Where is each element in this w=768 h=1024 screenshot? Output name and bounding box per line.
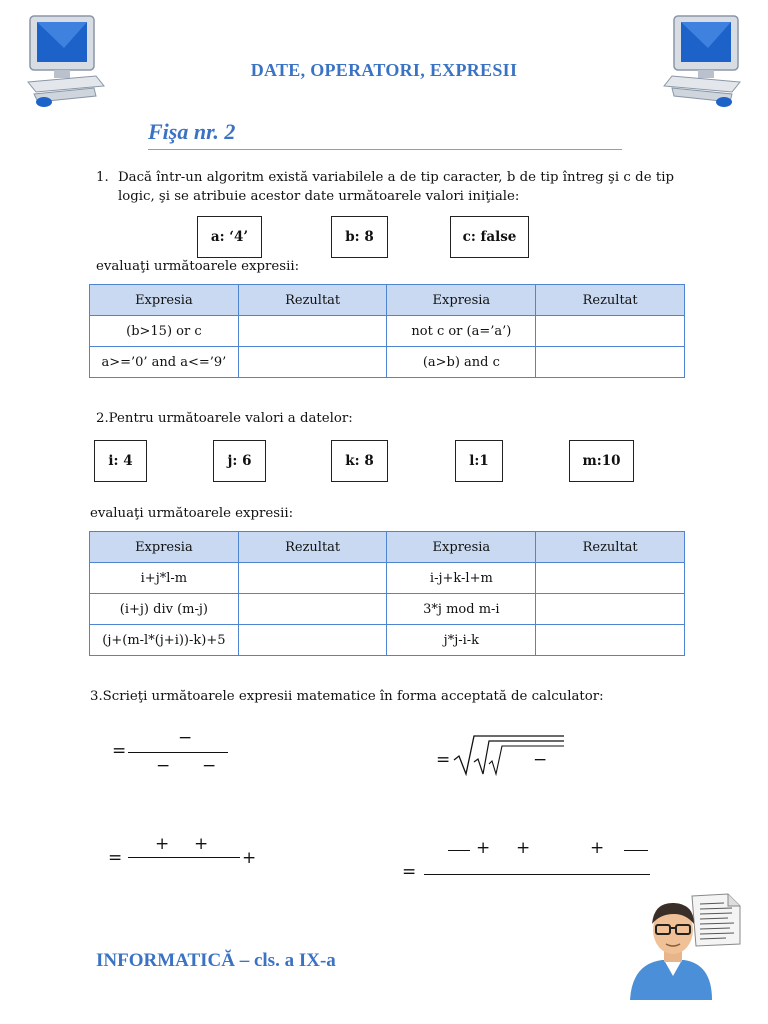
expression-table-2 <box>89 531 685 656</box>
formula-3-fraction-bar <box>128 857 240 858</box>
question-1-number: 1. <box>96 170 109 185</box>
expression-cell: 3*j mod m-i <box>387 594 536 625</box>
table-header-row <box>90 532 685 563</box>
table-header-row <box>90 285 685 316</box>
formula-4-num-plus-2: + <box>516 838 531 858</box>
programmer-illustration <box>620 892 746 1002</box>
result-cell[interactable] <box>536 594 685 625</box>
expression-cell: (a>b) and c <box>387 347 536 378</box>
column-header: Expresia <box>90 285 239 316</box>
result-cell[interactable] <box>536 563 685 594</box>
result-cell[interactable] <box>536 316 685 347</box>
question-2-text: 2.Pentru următoarele valori a datelor: <box>96 411 353 426</box>
value-box-j: j: 6 <box>213 440 266 482</box>
formula-1-den-minus-1: − <box>156 756 171 776</box>
formula-2-equals: = <box>436 750 451 770</box>
document-icon <box>692 894 740 946</box>
question-2-prompt: evaluaţi următoarele expresii: <box>90 506 294 521</box>
value-box-i: i: 4 <box>94 440 147 482</box>
question-3-text: 3.Scrieţi următoarele expresii matematice în forma acceptată de calculator: <box>90 689 604 704</box>
formula-3 <box>108 834 268 874</box>
result-cell[interactable] <box>238 625 387 656</box>
column-header: Rezultat <box>238 532 387 563</box>
formula-1-den-minus-2: − <box>202 756 217 776</box>
table-row <box>90 594 685 625</box>
table-row <box>90 625 685 656</box>
result-cell[interactable] <box>238 594 387 625</box>
formula-4-fraction-bar <box>424 874 650 875</box>
column-header: Rezultat <box>536 285 685 316</box>
formula-3-equals: = <box>108 848 123 868</box>
page-title: DATE, OPERATORI, EXPRESII <box>250 60 518 80</box>
result-cell[interactable] <box>238 316 387 347</box>
column-header: Rezultat <box>238 285 387 316</box>
expression-cell: (b>15) or c <box>90 316 239 347</box>
result-cell[interactable] <box>238 563 387 594</box>
sheet-underline <box>148 149 622 150</box>
formula-2 <box>436 730 576 780</box>
column-header: Expresia <box>387 285 536 316</box>
formula-3-plus: + <box>242 848 257 868</box>
formula-3-num-plus-2: + <box>194 834 209 854</box>
expression-cell: j*j-i-k <box>387 625 536 656</box>
expression-cell: i-j+k-l+m <box>387 563 536 594</box>
formula-4-num-plus-1: + <box>476 838 491 858</box>
formula-4-equals: = <box>402 862 417 882</box>
sheet-label: Fişa nr. 2 <box>148 119 236 144</box>
expression-cell: i+j*l-m <box>90 563 239 594</box>
table-row <box>90 316 685 347</box>
expression-cell: (j+(m-l*(j+i))-k)+5 <box>90 625 239 656</box>
formula-1-equals: = <box>112 741 127 761</box>
footer-subject: INFORMATICĂ – cls. a IX-a <box>96 950 336 971</box>
column-header: Expresia <box>90 532 239 563</box>
expression-cell: a>=’0’ and a<=’9’ <box>90 347 239 378</box>
value-box-c: c: false <box>450 216 529 258</box>
formula-4-small-bar-1 <box>448 850 470 851</box>
formula-1 <box>112 728 242 778</box>
expression-cell: (i+j) div (m-j) <box>90 594 239 625</box>
formula-1-fraction-bar <box>128 752 228 753</box>
expression-table-1 <box>89 284 685 378</box>
formula-2-minus: − <box>533 750 548 770</box>
value-box-m: m:10 <box>569 440 634 482</box>
value-box-b: b: 8 <box>331 216 388 258</box>
formula-3-num-plus-1: + <box>155 834 170 854</box>
value-box-a: a: ‘4’ <box>197 216 262 258</box>
formula-1-num-minus: − <box>178 728 193 748</box>
result-cell[interactable] <box>238 347 387 378</box>
formula-4-num-plus-3: + <box>590 838 605 858</box>
value-box-k: k: 8 <box>331 440 388 482</box>
question-1-text: Dacă într-un algoritm există variabilele a de tip caracter, b de tip întreg şi c de tip logic, şi se atribuie acestor date următoarele valori iniţiale: <box>118 170 674 204</box>
question-1 <box>96 168 674 206</box>
question-1-prompt: evaluaţi următoarele expresii: <box>96 259 300 274</box>
result-cell[interactable] <box>536 625 685 656</box>
table-row <box>90 347 685 378</box>
table-row <box>90 563 685 594</box>
expression-cell: not c or (a=’a’) <box>387 316 536 347</box>
column-header: Rezultat <box>536 532 685 563</box>
value-box-l: l:1 <box>455 440 503 482</box>
column-header: Expresia <box>387 532 536 563</box>
result-cell[interactable] <box>536 347 685 378</box>
formula-4 <box>402 836 654 886</box>
formula-4-small-bar-2 <box>624 850 648 851</box>
